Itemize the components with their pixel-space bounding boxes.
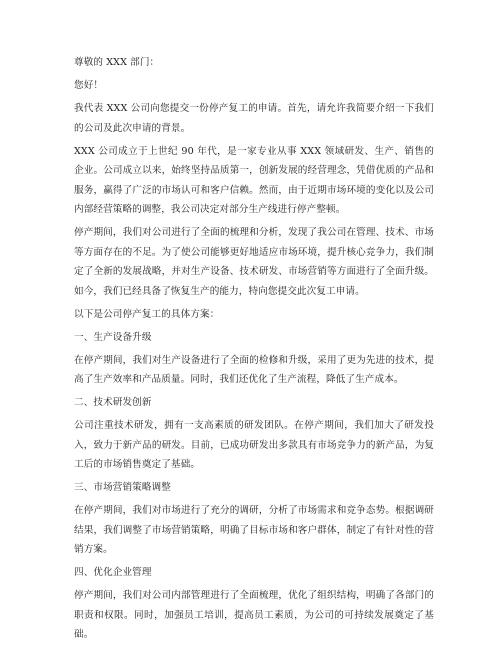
letter-document — [74, 53, 434, 648]
section-body-marketing: 在停产期间，我们对市场进行了充分的调研，分析了市场需求和竞争态势。根据调研结果，我们调整了市场营销策略，明确了目标市场和客户群体，制定了有针对性的营销方案。 — [74, 505, 434, 555]
intro-paragraph: 我代表 XXX 公司向您提交一份停产复工的申请。首先，请允许我简要介绍一下我们的公司及此次申请的背景。 — [74, 103, 434, 134]
section-body-equipment: 在停产期间，我们对生产设备进行了全面的检修和升级，采用了更为先进的技术，提高了生产效率和产品质量。同时，我们还优化了生产流程，降低了生产成本。 — [74, 354, 434, 385]
suspension-work-paragraph: 停产期间，我们对公司进行了全面的梳理和分析，发现了我公司在管理、技术、市场等方面存在的不足。为了使公司能够更好地适应市场环境，提升核心竞争力，我们制定了全新的发展战略，并对生产设备、技术研发、市场营销等方面进行了全面升级。如今，我们已经具备了恢复生产的能力，特向您提交此次复工申请。 — [74, 227, 434, 297]
greeting: 您好！ — [74, 80, 104, 91]
company-background-paragraph: XXX 公司成立于上世纪 90 年代，是一家专业从事 XXX 领域研发、生产、销售的企业。公司成立以来，始终坚持品质第一，创新发展的经营理念，凭借优质的产品和服务，赢得了广泛的市场认可和客户信赖。然而，由于近期市场环境的变化以及公司内部经营策略的调整，我公司决定对部分生产线进行停产整顿。 — [74, 145, 434, 215]
section-body-management: 停产期间，我们对公司内部管理进行了全面梳理，优化了组织结构，明确了各部门的职责和权限。同时，加强员工培训，提高员工素质，为公司的可持续发展奠定了基础。 — [74, 590, 434, 640]
section-body-rnd: 公司注重技术研发，拥有一支高素质的研发团队。在停产期间，我们加大了研发投入，致力于新产品的研发。目前，已成功研发出多款具有市场竞争力的新产品，为复工后的市场销售奠定了基础。 — [74, 420, 434, 470]
section-heading-rnd: 二、技术研发创新 — [74, 397, 152, 408]
section-heading-management: 四、优化企业管理 — [74, 567, 152, 578]
plan-intro: 以下是公司停产复工的具体方案： — [74, 308, 220, 320]
salutation: 尊敬的 XXX 部门： — [74, 57, 160, 68]
section-heading-marketing: 三、市场营销策略调整 — [74, 482, 171, 493]
section-heading-equipment: 一、生产设备升级 — [74, 331, 152, 343]
